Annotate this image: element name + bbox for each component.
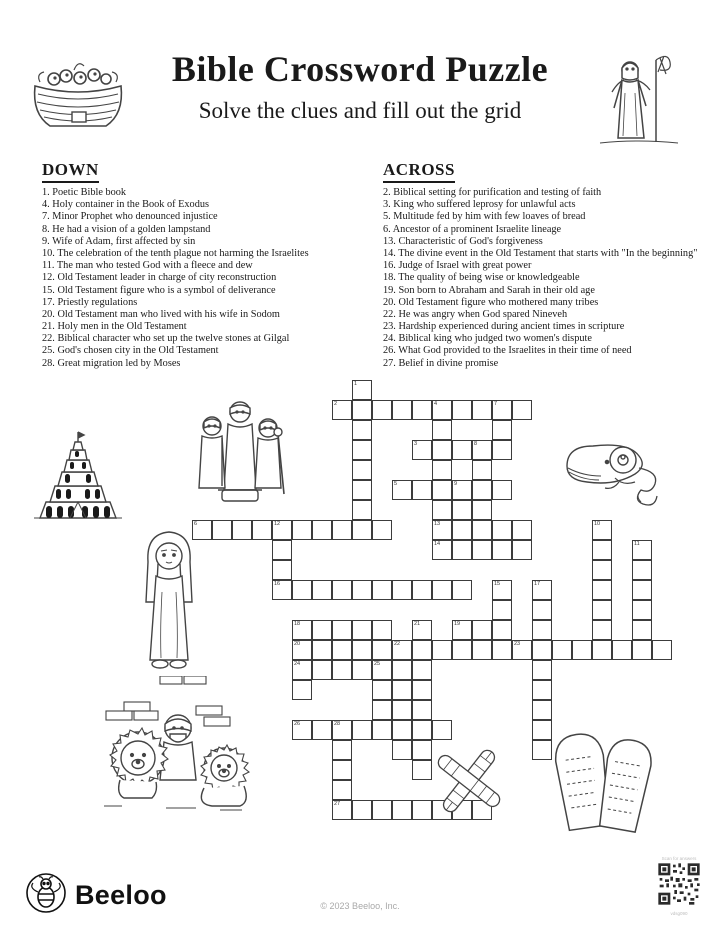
- grid-cell[interactable]: [392, 480, 412, 500]
- grid-cell[interactable]: [352, 460, 372, 480]
- grid-cell[interactable]: [592, 620, 612, 640]
- grid-cell-number: 18: [294, 621, 301, 627]
- grid-cell[interactable]: [492, 600, 512, 620]
- grid-cell[interactable]: [352, 420, 372, 440]
- grid-cell[interactable]: [532, 620, 552, 640]
- grid-cell[interactable]: [292, 580, 312, 600]
- tower-of-babel-illustration: [30, 418, 126, 526]
- grid-cell[interactable]: [632, 640, 652, 660]
- grid-cell[interactable]: [412, 440, 432, 460]
- clue-item: 21. Holy men in the Old Testament: [42, 321, 187, 333]
- grid-cell[interactable]: [472, 460, 492, 480]
- grid-cell[interactable]: [432, 720, 452, 740]
- clue-item: 22. Biblical character who set up the twelve stones at Gilgal: [42, 333, 290, 345]
- grid-cell[interactable]: [492, 420, 512, 440]
- grid-cell[interactable]: [592, 640, 612, 660]
- grid-cell[interactable]: [472, 640, 492, 660]
- clue-item: 13. Characteristic of God's forgiveness: [383, 235, 543, 247]
- grid-cell[interactable]: [452, 480, 472, 500]
- clue-item: 18. The quality of being wise or knowledgeable: [383, 272, 580, 284]
- grid-cell[interactable]: [332, 520, 352, 540]
- grid-cell[interactable]: [372, 520, 392, 540]
- clue-item: 27. Belief in divine promise: [383, 357, 499, 369]
- grid-cell[interactable]: [452, 640, 472, 660]
- grid-cell[interactable]: [472, 520, 492, 540]
- grid-cell-number: 20: [294, 641, 301, 647]
- grid-cell[interactable]: [352, 380, 372, 400]
- grid-cell[interactable]: [352, 400, 372, 420]
- grid-cell[interactable]: [332, 640, 352, 660]
- grid-cell[interactable]: [472, 540, 492, 560]
- grid-cell[interactable]: [352, 500, 372, 520]
- grid-cell[interactable]: [312, 660, 332, 680]
- grid-cell[interactable]: [372, 800, 392, 820]
- grid-cell[interactable]: [492, 440, 512, 460]
- grid-cell-number: 26: [294, 721, 301, 727]
- veiled-woman-illustration: [136, 528, 202, 676]
- grid-cell[interactable]: [432, 440, 452, 460]
- grid-cell[interactable]: [472, 500, 492, 520]
- down-clues-section: [42, 160, 377, 370]
- grid-cell[interactable]: [572, 640, 592, 660]
- grid-cell[interactable]: [392, 740, 412, 760]
- grid-cell[interactable]: [432, 460, 452, 480]
- grid-cell[interactable]: [332, 400, 352, 420]
- grid-cell-number: 15: [494, 581, 501, 587]
- grid-cell[interactable]: [332, 760, 352, 780]
- grid-cell-number: 24: [294, 661, 301, 667]
- grid-cell[interactable]: [292, 640, 312, 660]
- clue-item: 25. God's chosen city in the Old Testament: [42, 345, 219, 357]
- grid-cell[interactable]: [432, 540, 452, 560]
- grid-cell-number: 28: [334, 721, 341, 727]
- grid-cell[interactable]: [492, 540, 512, 560]
- grid-cell-number: 16: [274, 581, 281, 587]
- grid-cell[interactable]: [532, 660, 552, 680]
- grid-cell[interactable]: [392, 640, 412, 660]
- clue-item: 5. Multitude fed by him with few loaves of bread: [383, 211, 586, 223]
- clue-item: 12. Old Testament leader in charge of city reconstruction: [42, 272, 277, 284]
- clue-item: 20. Old Testament man who lived with his wife in Sodom: [42, 308, 280, 320]
- grid-cell[interactable]: [212, 520, 232, 540]
- grid-cell[interactable]: [292, 680, 312, 700]
- grid-cell[interactable]: [352, 620, 372, 640]
- grid-cell[interactable]: [292, 720, 312, 740]
- grid-cell[interactable]: [452, 440, 472, 460]
- grid-cell-number: 4: [434, 401, 438, 407]
- grid-cell[interactable]: [492, 620, 512, 640]
- grid-cell[interactable]: [532, 580, 552, 600]
- grid-cell[interactable]: [592, 560, 612, 580]
- grid-cell[interactable]: [452, 400, 472, 420]
- grid-cell-number: 1: [354, 381, 358, 387]
- qr-code: [657, 893, 701, 910]
- grid-cell[interactable]: [592, 540, 612, 560]
- grid-cell[interactable]: [552, 640, 572, 660]
- grid-cell[interactable]: [312, 720, 332, 740]
- grid-cell[interactable]: [352, 640, 372, 660]
- grid-cell[interactable]: [452, 540, 472, 560]
- grid-cell[interactable]: [412, 700, 432, 720]
- grid-cell[interactable]: [292, 520, 312, 540]
- brick-cross-illustration: [428, 742, 510, 820]
- grid-cell[interactable]: [372, 720, 392, 740]
- grid-cell[interactable]: [632, 620, 652, 640]
- grid-cell[interactable]: [452, 580, 472, 600]
- grid-cell-number: 19: [454, 621, 461, 627]
- grid-cell[interactable]: [412, 620, 432, 640]
- commandment-tablets-illustration: [553, 728, 657, 836]
- grid-cell[interactable]: [412, 720, 432, 740]
- qr-caption-top: Scan for answers: [661, 856, 697, 861]
- grid-cell[interactable]: [392, 400, 412, 420]
- grid-cell[interactable]: [632, 540, 652, 560]
- clue-item: 16. Judge of Israel with great power: [383, 260, 532, 272]
- grid-cell[interactable]: [412, 480, 432, 500]
- grid-cell[interactable]: [372, 640, 392, 660]
- grid-cell[interactable]: [512, 540, 532, 560]
- grid-cell[interactable]: [352, 660, 372, 680]
- grid-cell[interactable]: [392, 660, 412, 680]
- grid-cell[interactable]: [532, 720, 552, 740]
- clue-item: 10. The celebration of the tenth plague not harming the Israelites: [42, 247, 309, 259]
- grid-cell[interactable]: [412, 680, 432, 700]
- grid-cell[interactable]: [332, 720, 352, 740]
- grid-cell[interactable]: [412, 400, 432, 420]
- grid-cell[interactable]: [392, 800, 412, 820]
- grid-cell-number: 3: [414, 441, 418, 447]
- clue-item: 6. Ancestor of a prominent Israelite lineage: [383, 223, 562, 235]
- clue-item: 28. Great migration led by Moses: [42, 357, 181, 369]
- grid-cell[interactable]: [512, 400, 532, 420]
- daniel-and-lions-illustration: [100, 676, 262, 812]
- grid-cell[interactable]: [412, 580, 432, 600]
- grid-cell[interactable]: [392, 580, 412, 600]
- grid-cell[interactable]: [472, 480, 492, 500]
- grid-cell-number: 9: [454, 481, 458, 487]
- grid-cell-number: 27: [334, 801, 341, 807]
- clue-item: 11. The man who tested God with a fleece and dew: [42, 260, 253, 272]
- grid-cell[interactable]: [492, 520, 512, 540]
- grid-cell[interactable]: [352, 580, 372, 600]
- grid-cell[interactable]: [352, 520, 372, 540]
- down-heading: DOWN: [42, 160, 99, 183]
- grid-cell[interactable]: [272, 540, 292, 560]
- grid-cell-number: 7: [494, 401, 498, 407]
- grid-cell[interactable]: [512, 640, 532, 660]
- grid-cell[interactable]: [372, 580, 392, 600]
- grid-cell[interactable]: [232, 520, 252, 540]
- grid-cell[interactable]: [352, 800, 372, 820]
- across-heading: ACROSS: [383, 160, 455, 183]
- grid-cell[interactable]: [452, 500, 472, 520]
- grid-cell[interactable]: [512, 520, 532, 540]
- grid-cell[interactable]: [292, 620, 312, 640]
- grid-cell[interactable]: [612, 640, 632, 660]
- clue-item: 24. Biblical king who judged two women's dispute: [383, 333, 592, 345]
- grid-cell[interactable]: [532, 700, 552, 720]
- clue-item: 9. Wife of Adam, first affected by sin: [42, 235, 196, 247]
- grid-cell[interactable]: [432, 420, 452, 440]
- clue-item: 17. Priestly regulations: [42, 296, 138, 308]
- page-subtitle: Solve the clues and fill out the grid: [198, 98, 522, 123]
- grid-cell[interactable]: [332, 660, 352, 680]
- grid-cell[interactable]: [352, 720, 372, 740]
- clue-item: 2. Biblical setting for purification and testing of faith: [383, 187, 602, 198]
- grid-cell-number: 10: [594, 521, 601, 527]
- copyright-text: © 2023 Beeloo, Inc.: [320, 901, 400, 911]
- grid-cell[interactable]: [252, 520, 272, 540]
- grid-cell[interactable]: [312, 580, 332, 600]
- grid-cell-number: 14: [434, 541, 441, 547]
- grid-cell[interactable]: [412, 660, 432, 680]
- grid-cell[interactable]: [452, 520, 472, 540]
- grid-cell[interactable]: [432, 480, 452, 500]
- grid-cell[interactable]: [492, 580, 512, 600]
- grid-cell[interactable]: [272, 560, 292, 580]
- whale-illustration: [563, 438, 663, 512]
- grid-cell[interactable]: [432, 580, 452, 600]
- patriarchs-illustration: [192, 398, 288, 504]
- grid-cell[interactable]: [532, 600, 552, 620]
- grid-cell[interactable]: [352, 480, 372, 500]
- clue-item: 1. Poetic Bible book: [42, 187, 127, 198]
- grid-cell[interactable]: [352, 440, 372, 460]
- clue-item: 7. Minor Prophet who denounced injustice: [42, 211, 218, 223]
- grid-cell-number: 6: [194, 521, 198, 527]
- grid-cell[interactable]: [472, 440, 492, 460]
- clue-item: 22. He was angry when God spared Nineveh: [383, 308, 568, 320]
- grid-cell[interactable]: [372, 700, 392, 720]
- grid-cell[interactable]: [432, 520, 452, 540]
- grid-cell-number: 8: [474, 441, 478, 447]
- clue-item: 4. Holy container in the Book of Exodus: [42, 199, 210, 211]
- grid-cell-number: 23: [514, 641, 521, 647]
- grid-cell[interactable]: [652, 640, 672, 660]
- qr-code-id: vdsg090: [670, 911, 688, 916]
- grid-cell[interactable]: [592, 600, 612, 620]
- grid-cell-number: 17: [534, 581, 541, 587]
- grid-cell[interactable]: [472, 620, 492, 640]
- grid-cell[interactable]: [532, 740, 552, 760]
- grid-cell[interactable]: [332, 580, 352, 600]
- grid-cell[interactable]: [632, 580, 652, 600]
- grid-cell[interactable]: [272, 580, 292, 600]
- grid-cell[interactable]: [292, 660, 312, 680]
- down-clue-list: [42, 187, 377, 369]
- grid-cell[interactable]: [492, 400, 512, 420]
- grid-cell[interactable]: [392, 700, 412, 720]
- grid-cell[interactable]: [312, 640, 332, 660]
- grid-cell[interactable]: [632, 600, 652, 620]
- grid-cell[interactable]: [452, 620, 472, 640]
- grid-cell[interactable]: [332, 740, 352, 760]
- grid-cell[interactable]: [432, 400, 452, 420]
- clue-item: 19. Son born to Abraham and Sarah in their old age: [383, 284, 595, 296]
- grid-cell[interactable]: [412, 640, 432, 660]
- grid-cell[interactable]: [392, 720, 412, 740]
- clue-item: 3. King who suffered leprosy for unlawful acts: [383, 199, 576, 211]
- grid-cell[interactable]: [332, 620, 352, 640]
- grid-cell[interactable]: [372, 620, 392, 640]
- grid-cell[interactable]: [492, 640, 512, 660]
- across-clues-section: [383, 160, 713, 370]
- grid-cell[interactable]: [432, 640, 452, 660]
- grid-cell[interactable]: [332, 800, 352, 820]
- grid-cell[interactable]: [392, 680, 412, 700]
- grid-cell[interactable]: [592, 580, 612, 600]
- grid-cell[interactable]: [592, 520, 612, 540]
- beeloo-bee-logo-icon: [25, 872, 67, 919]
- grid-cell[interactable]: [492, 480, 512, 500]
- grid-cell[interactable]: [472, 400, 492, 420]
- grid-cell-number: 2: [334, 401, 338, 407]
- grid-cell-number: 25: [374, 661, 381, 667]
- grid-cell[interactable]: [532, 640, 552, 660]
- clue-item: 26. What God provided to the Israelites in their time of need: [383, 345, 632, 357]
- grid-cell[interactable]: [372, 400, 392, 420]
- grid-cell[interactable]: [432, 500, 452, 520]
- grid-cell[interactable]: [312, 520, 332, 540]
- grid-cell-number: 22: [394, 641, 401, 647]
- clue-item: 15. Old Testament figure who is a symbol of deliverance: [42, 284, 276, 296]
- qr-section: [656, 856, 702, 917]
- page-title: Bible Crossword Puzzle: [171, 49, 549, 89]
- clue-item: 8. He had a vision of a golden lampstand: [42, 223, 211, 235]
- across-clue-list: [383, 187, 713, 369]
- brand-footer: [25, 872, 167, 919]
- clue-item: 20. Old Testament figure who mothered many tribes: [383, 296, 599, 308]
- brand-name: Beeloo: [75, 880, 167, 910]
- grid-cell-number: 12: [274, 521, 281, 527]
- grid-cell[interactable]: [632, 560, 652, 580]
- grid-cell[interactable]: [532, 680, 552, 700]
- grid-cell[interactable]: [332, 780, 352, 800]
- grid-cell-number: 21: [414, 621, 421, 627]
- clue-item: 14. The divine event in the Old Testament that starts with "In the beginning": [383, 247, 698, 259]
- grid-cell[interactable]: [312, 620, 332, 640]
- grid-cell[interactable]: [272, 520, 292, 540]
- grid-cell-number: 5: [394, 481, 398, 487]
- clue-item: 23. Hardship experienced during ancient times in scripture: [383, 321, 625, 333]
- grid-cell-number: 11: [634, 541, 640, 547]
- grid-cell[interactable]: [372, 660, 392, 680]
- grid-cell[interactable]: [372, 680, 392, 700]
- grid-cell-number: 13: [434, 521, 441, 527]
